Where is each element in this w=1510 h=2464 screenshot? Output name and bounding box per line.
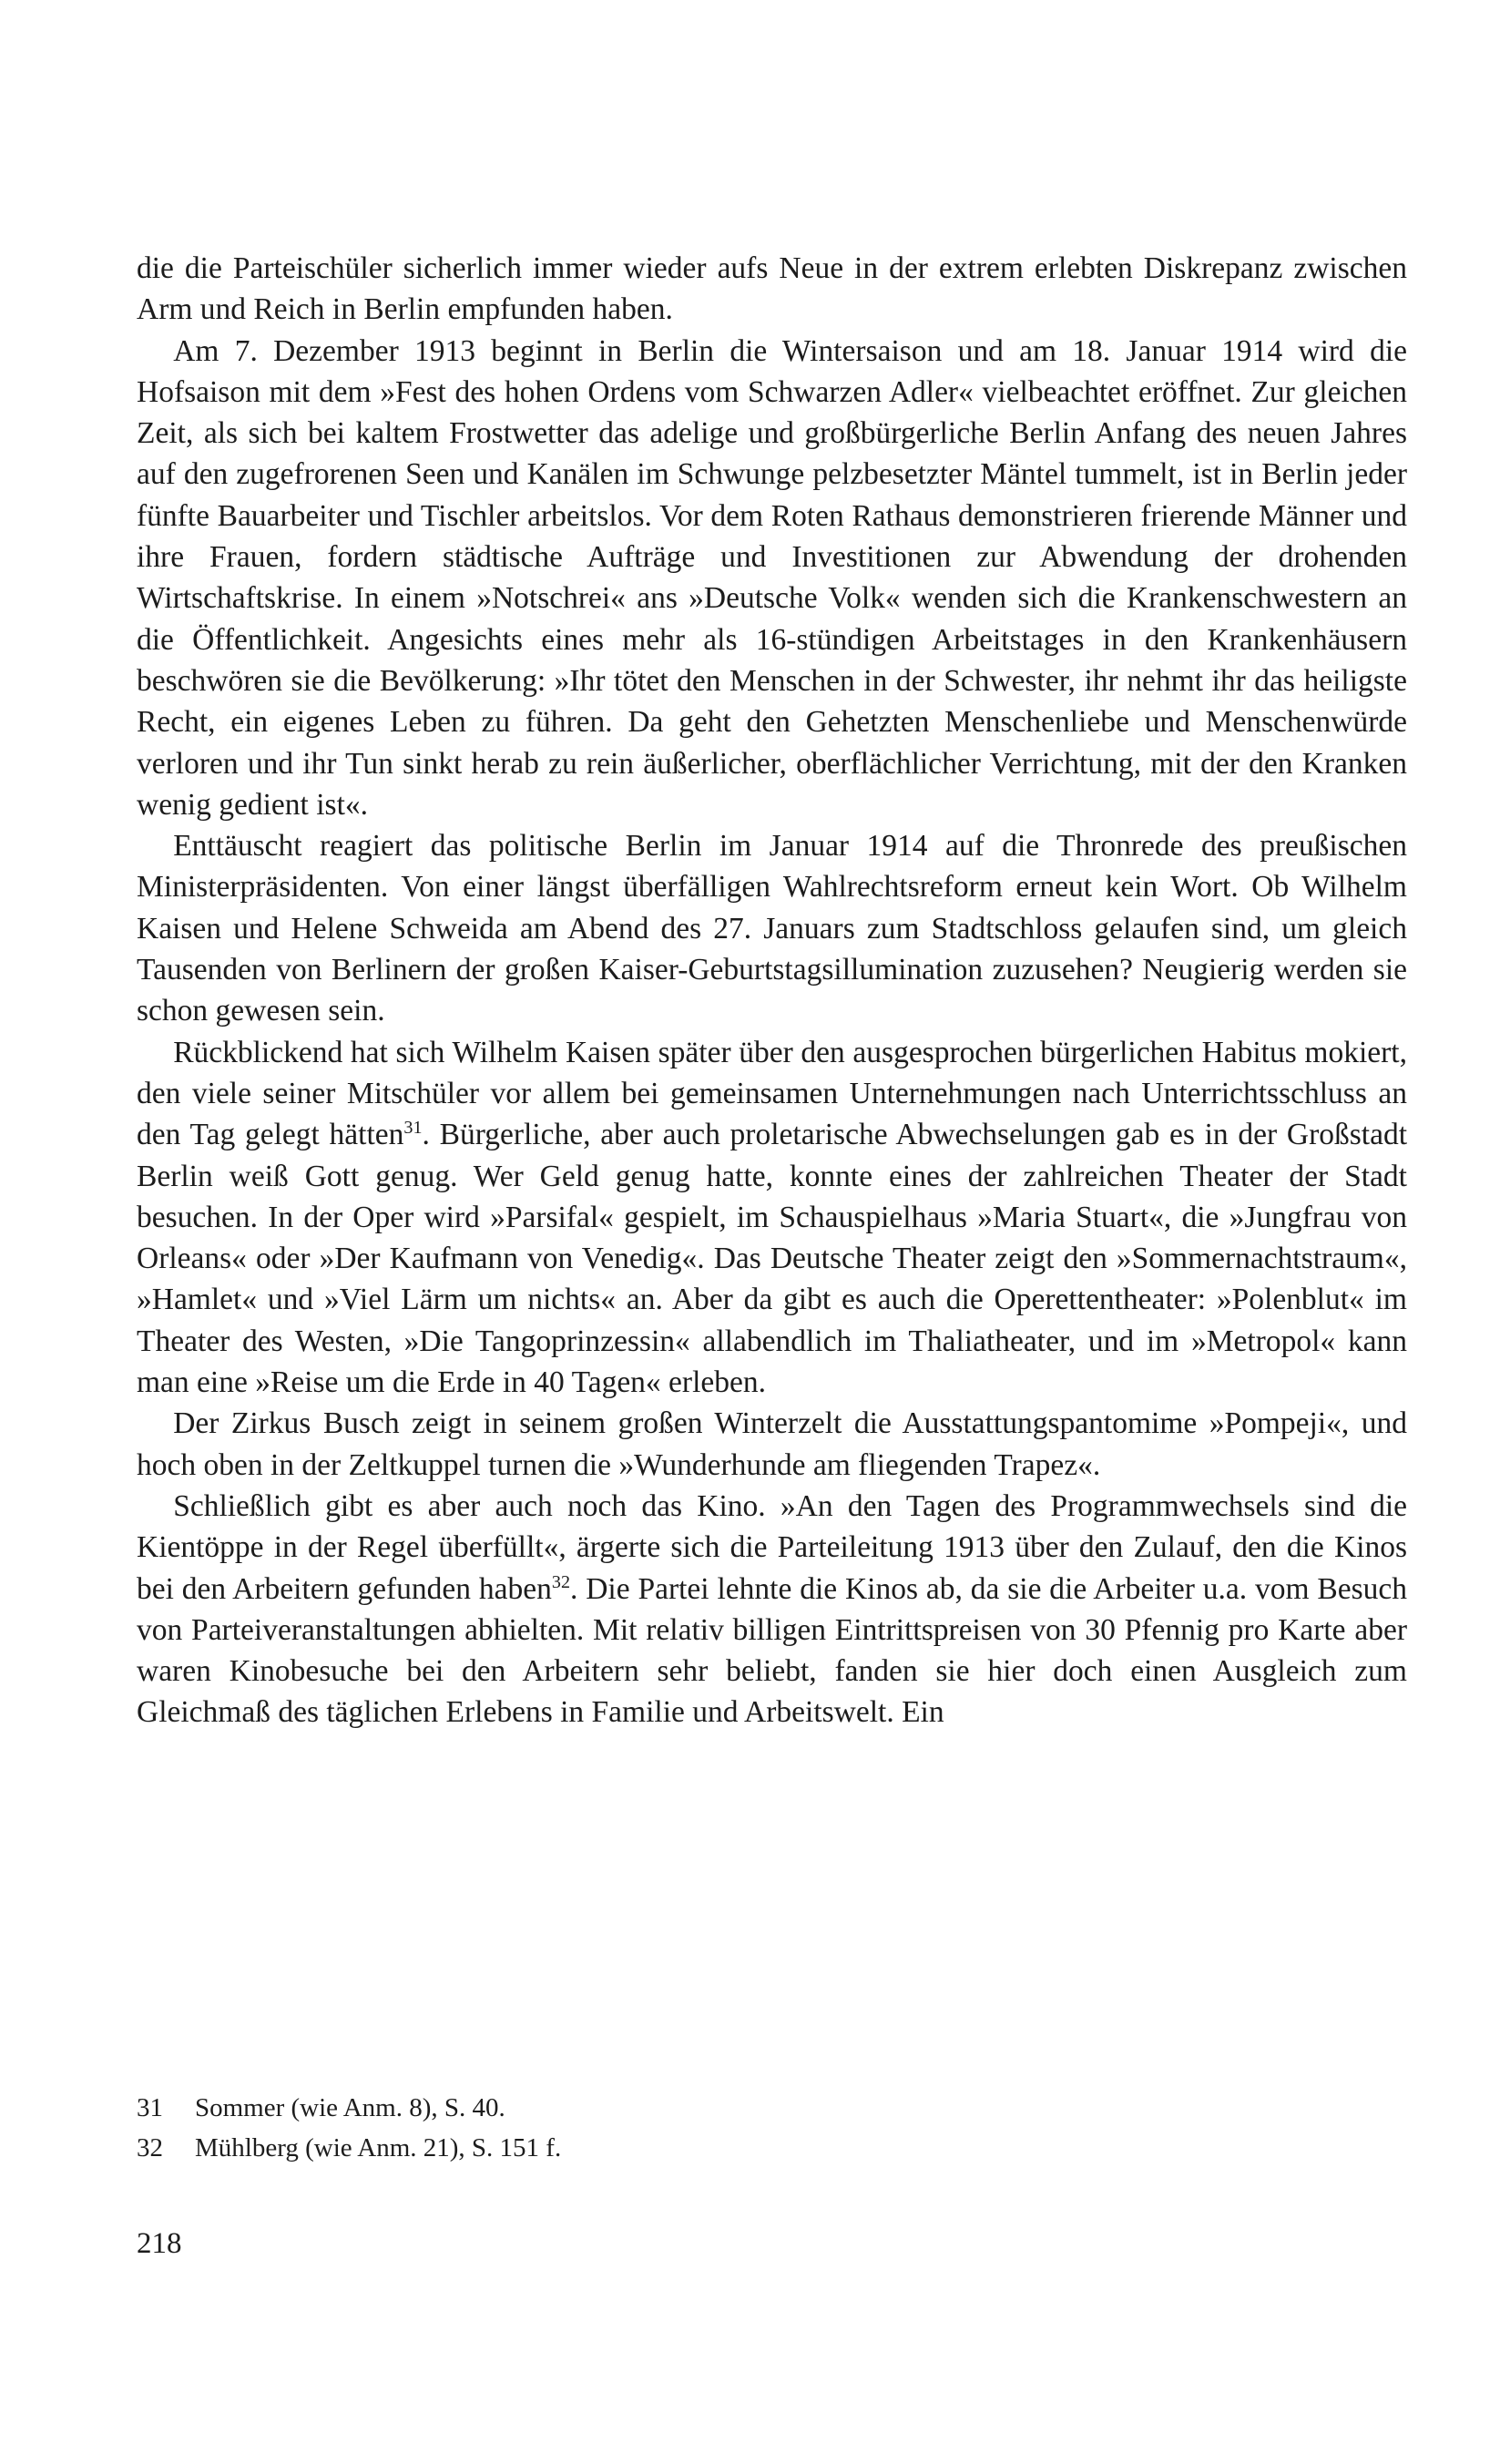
paragraph-text-part: Schließlich gibt es aber auch noch das Kino. »An den Tagen des Programmwechsels sind die Kientöppe in der Regel überfüllt«, ärgerte sich die Parteileitung 1913 über den Zulauf, den die Kinos bei den Arbeitern gefunden haben bbox=[137, 1488, 1407, 1606]
footnote-31 bbox=[137, 2088, 1407, 2128]
footnote-text: Mühlberg (wie Anm. 21), S. 151 f. bbox=[195, 2133, 562, 2162]
paragraph-rueckblickend bbox=[137, 1032, 1407, 1404]
footnote-reference-31[interactable]: 31 bbox=[403, 1118, 423, 1139]
page-number: 218 bbox=[137, 2227, 182, 2260]
footnote-text: Sommer (wie Anm. 8), S. 40. bbox=[195, 2093, 505, 2122]
footnote-32 bbox=[137, 2128, 1407, 2168]
paragraph-text-part: . Die Partei lehnte die Kinos ab, da sie die Arbeiter u.a. vom Besuch von Parteiveranstaltungen abhielten. Mit relativ billigen Eintrittspreisen von 30 Pfennig pro Karte aber waren Kinobesuche bei den Arbeitern sehr beliebt, fanden sie hier doch einen Ausgleich zum Gleichmaß des täglichen Erlebens in Familie und Arbeitswelt. Ein bbox=[137, 1571, 1407, 1730]
paragraph-continuation: die die Parteischüler sicherlich immer wieder aufs Neue in der extrem erlebten Diskrepanz zwischen Arm und Reich in Berlin empfunden haben. bbox=[137, 251, 1407, 327]
paragraph-text-part: . Bürgerliche, aber auch proletarische Abwechselungen gab es in der Großstadt Berlin weiß Gott genug. Wer Geld genug hatte, konnte eines der zahlreichen Theater der Stadt besuchen. In der Oper wird »Parsifal« gespielt, im Schauspielhaus »Maria Stuart«, die »Jungfrau von Orleans« oder »Der Kaufmann von Venedig«. Das Deutsche Theater zeigt den »Sommernachtstraum«, »Hamlet« und »Viel Lärm um nichts« an. Aber da gibt es auch die Operettentheater: »Polenblut« im Theater des Westen, »Die Tangoprinzessin« allabendlich im Thaliatheater, und im »Metropol« kann man eine »Reise um die Erde in 40 Tagen« erleben. bbox=[137, 1118, 1408, 1400]
paragraph-zirkus-busch: Der Zirkus Busch zeigt in seinem großen Winterzelt die Ausstattungspantomime »Pompeji«, und hoch oben in der Zeltkuppel turnen die »Wunderhunde am fliegenden Trapez«. bbox=[137, 1406, 1407, 1482]
paragraph-text-part: Rückblickend hat sich Wilhelm Kaisen später über den ausgesprochen bürgerlichen Habitus mokiert, den viele seiner Mitschüler vor allem bei gemeinsamen Unternehmungen nach Unterrichtsschluss an den Tag gelegt hätten bbox=[137, 1035, 1407, 1152]
footnote-number: 32 bbox=[137, 2133, 163, 2162]
paragraph-wintersaison: Am 7. Dezember 1913 beginnt in Berlin die Wintersaison und am 18. Januar 1914 wird die Hofsaison mit dem »Fest des hohen Ordens vom Schwarzen Adler« vielbeachtet eröffnet. Zur gleichen Zeit, als sich bei kaltem Frostwetter das adelige und großbürgerliche Berlin Anfang des neuen Jahres auf den zugefrorenen Seen und Kanälen im Schwunge pelzbesetzter Mäntel tummelt, ist in Berlin jeder fünfte Bauarbeiter und Tischler arbeitslos. Vor dem Roten Rathaus demonstrieren frierende Männer und ihre Frauen, fordern städtische Aufträge und Investitionen zur Abwendung der drohenden Wirtschaftskrise. In einem »Notschrei« ans »Deutsche Volk« wenden sich die Krankenschwestern an die Öffentlichkeit. Angesichts eines mehr als 16-stündigen Arbeitstages in den Krankenhäusern beschwören sie die Bevölkerung: »Ihr tötet den Menschen in der Schwester, ihr nehmt ihr das heiligste Recht, ein eigenes Leben zu führen. Da geht den Gehetzten Menschenliebe und Menschenwürde verloren und ihr Tun sinkt herab zu rein äußerlicher, oberflächlicher Verrichtung, mit der den Kranken wenig gedient ist«. bbox=[137, 333, 1407, 822]
body-text bbox=[137, 248, 1407, 1733]
footnotes bbox=[137, 2088, 1407, 2168]
footnote-reference-32[interactable]: 32 bbox=[551, 1571, 570, 1592]
paragraph-thronrede: Enttäuscht reagiert das politische Berlin im Januar 1914 auf die Thronrede des preußischen Ministerpräsidenten. Von einer längst überfälligen Wahlrechtsreform erneut kein Wort. Ob Wilhelm Kaisen und Helene Schweida am Abend des 27. Januars zum Stadtschloss gelaufen sind, um gleich Tausenden von Berlinern der großen Kaiser-Geburtstagsillumination zuzusehen? Neugierig werden sie schon gewesen sein. bbox=[137, 829, 1407, 1028]
footnote-number: 31 bbox=[137, 2093, 163, 2122]
paragraph-kino bbox=[137, 1486, 1407, 1733]
